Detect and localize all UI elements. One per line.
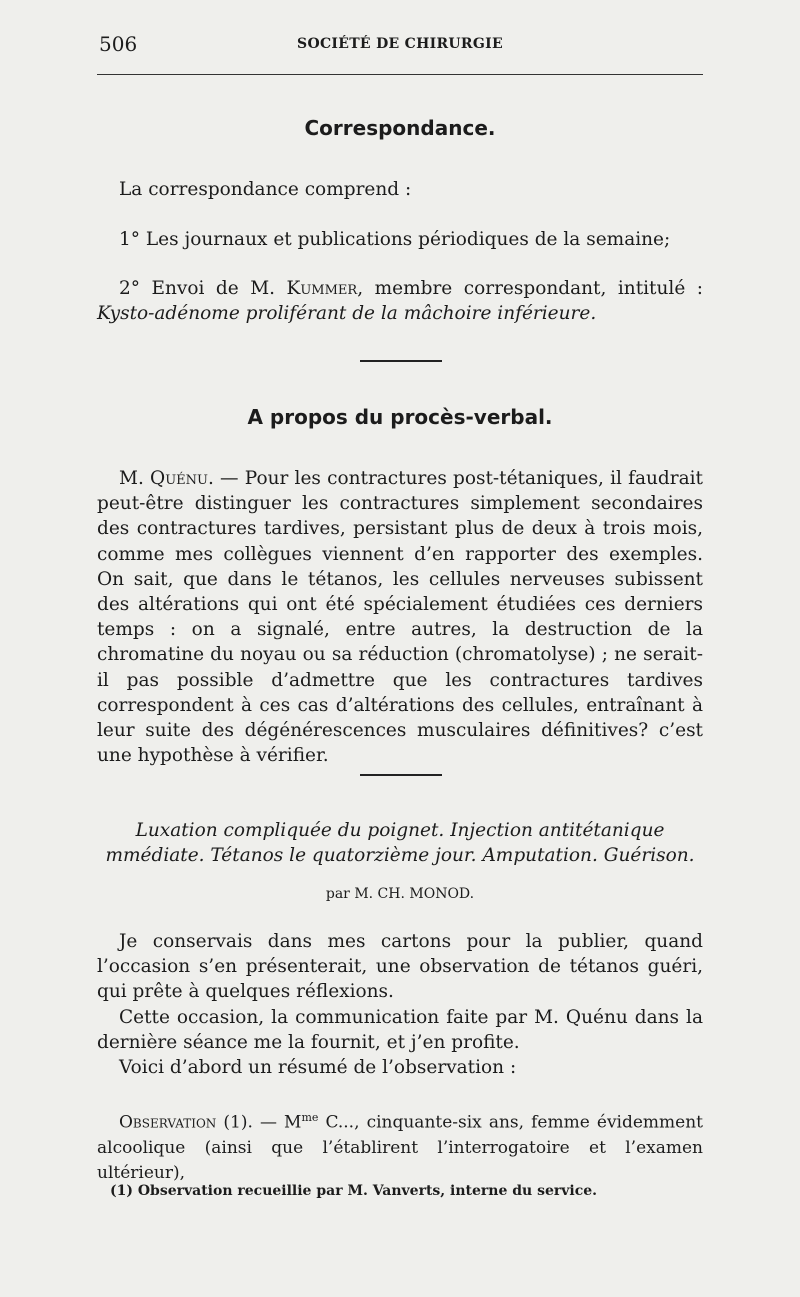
running-title: SOCIÉTÉ DE CHIRURGIE (297, 36, 503, 52)
article-byline: par M. CH. MONOD. (325, 886, 475, 902)
proces-verbal-heading: A propos du procès-verbal. (247, 405, 553, 429)
correspondance-heading: Correspondance. (304, 116, 496, 140)
observation-text: C..., cinquante-six ans, femme évidemment alcoolique (ainsi que l’établirent l’interrogatoire et l’examen ultérieur), (97, 1112, 704, 1183)
correspondance-section (97, 177, 703, 202)
observation-block (97, 1105, 703, 1186)
observation-label: Observation (119, 1112, 217, 1133)
item-2-author: Kummer (286, 278, 358, 299)
header-rule (97, 74, 703, 75)
article-body (97, 929, 703, 1080)
observation-ref: (1). — M (216, 1112, 302, 1133)
article-paragraph-2: Cette occasion, la communication faite par M. Quénu dans la dernière séance me la fournit, et j’en profite. (97, 1006, 703, 1053)
article-title-line-2: mmédiate. Tétanos le quatorzième jour. Amputation. Guérison. (105, 845, 695, 867)
section-separator (360, 360, 442, 362)
speaker-name: Quénu (150, 468, 208, 489)
section-separator-2 (360, 774, 442, 776)
observation-sup: me (301, 1111, 319, 1124)
proces-verbal-text: . — Pour les contractures post-tétaniques, il faudrait peut-être distinguer les contractures simplement secondaires des contractures tardives, persistant plus de deux à trois mois, comme mes collègues viennent d’en rapporter des exemples. On sait, que dans le tétanos, les cellules nerveuses subissent des altérations qui ont été spécialement étudiées ces derniers temps : on a signalé, entre autres, la destruction de la chromatine du noyau ou sa réduction (chromatolyse) ; ne serait-il pas possible d’admettre que les contractures tardives correspondent à ces cas d’altérations des cellules, entraînant à leur suite des dégénérescences musculaires définitives? c’est une hypothèse à vérifier. (97, 468, 703, 767)
page-number: 506 (99, 32, 138, 56)
article-title (97, 818, 703, 868)
correspondance-item-1-block (97, 227, 703, 252)
correspondance-item-2 (97, 276, 703, 326)
speaker-prefix: M. (119, 468, 151, 489)
item-2-title: Kysto-adénome proliférant de la mâchoire inférieure. (97, 303, 597, 325)
item-2-rest: , membre correspondant, intitulé : (357, 278, 703, 299)
correspondance-intro: La correspondance comprend : (119, 179, 412, 200)
article-paragraph-3: Voici d’abord un résumé de l’observation : (119, 1057, 517, 1079)
footnote: (1) Observation recueillie par M. Vanverts, interne du service. (110, 1183, 598, 1199)
article-title-line-1: Luxation compliquée du poignet. Injection antitétanique (135, 820, 665, 841)
item-2-lead: 2° Envoi de M. (119, 278, 287, 299)
proces-verbal-paragraph (97, 466, 703, 768)
correspondance-item-1: 1° Les journaux et publications périodiques de la semaine; (119, 229, 671, 250)
article-paragraph-1: Je conservais dans mes cartons pour la publier, quand l’occasion s’en présenterait, une observation de tétanos guéri, qui prête à quelques réflexions. (97, 931, 703, 1003)
